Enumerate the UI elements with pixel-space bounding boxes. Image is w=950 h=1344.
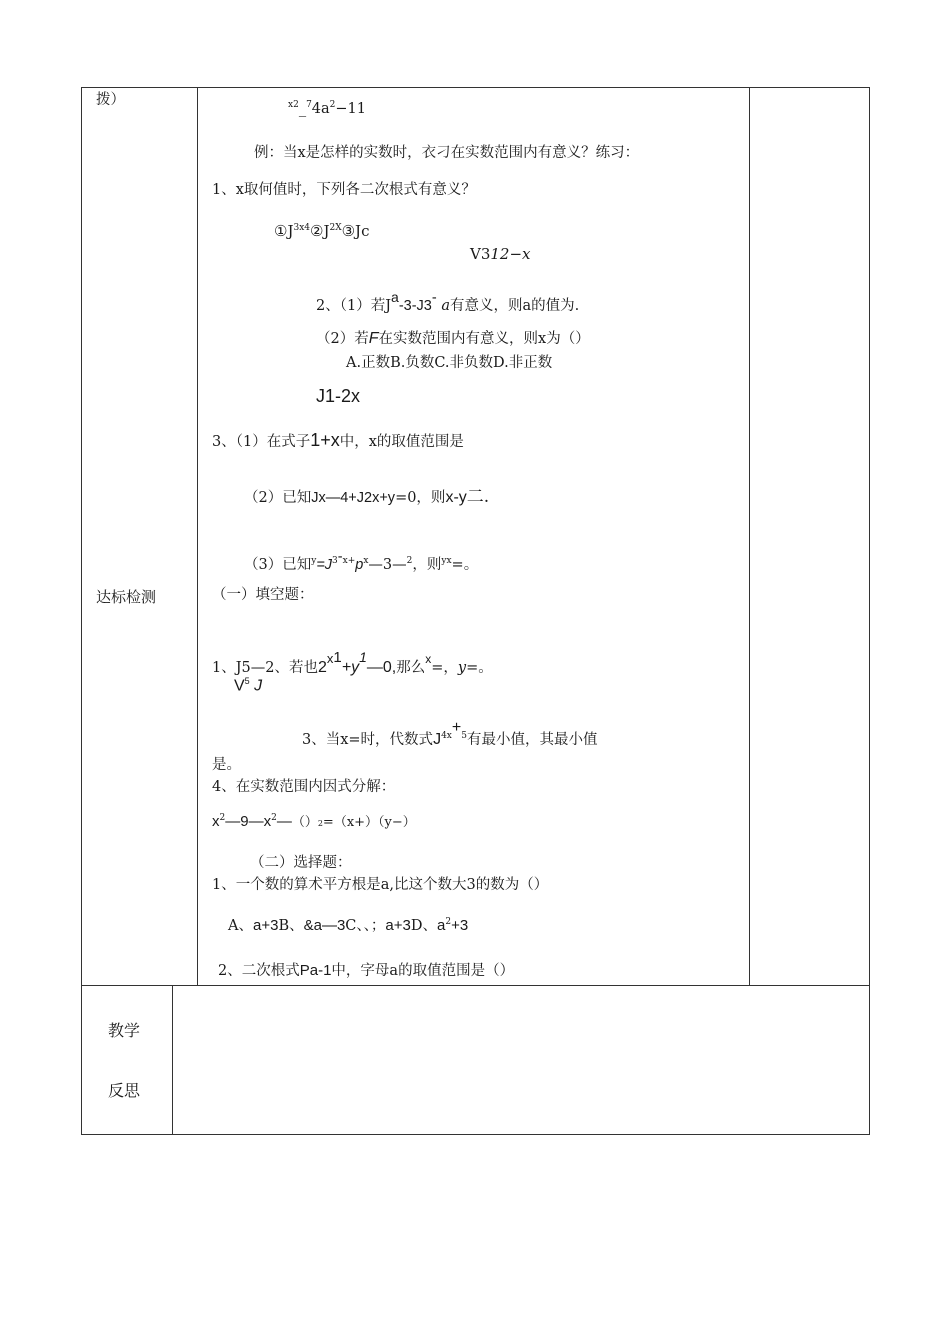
upper-col-divider-2 <box>749 87 750 985</box>
question-3-2 <box>244 489 489 506</box>
f4-expr-c: —9—x <box>225 813 272 830</box>
q3-1-c: 中，x的取值范围是 <box>339 434 464 450</box>
fill-4: 4、在实数范围内因式分解： <box>212 779 396 795</box>
fill-3-cont: 是。 <box>212 757 241 773</box>
q3-3-e: x+ <box>342 556 356 567</box>
q3-3-h: —3— <box>368 557 407 573</box>
c1-opt-j: +3 <box>451 917 469 934</box>
expr-prefix: x2 <box>288 100 299 110</box>
q1-opt-a-sup: 3x4 <box>293 223 310 233</box>
row-label-check: 达标检测 <box>96 588 157 606</box>
example-text: 例：当x是怎样的实数时，衣刁在实数范围内有意义？练习： <box>254 145 640 161</box>
q2-1-a: 2、（1）若J <box>316 298 392 314</box>
q3-2-f: 二. <box>466 487 490 507</box>
expr-line <box>288 101 366 116</box>
fill-4-expr <box>212 814 416 830</box>
f4-expr-f: （） <box>291 815 318 830</box>
q1-opt-b: ②J <box>310 222 330 240</box>
q1-opt-a: ①J <box>274 222 294 240</box>
q2-1-c: a <box>441 298 450 314</box>
choice-2 <box>218 963 514 979</box>
f1-k: y <box>457 660 467 676</box>
expr-body: 4a <box>311 100 330 117</box>
f1-c: x <box>326 651 334 666</box>
f4-expr-e: — <box>276 813 292 830</box>
q2-2-F: F <box>368 330 379 347</box>
row-label-top: 拨） <box>96 92 125 108</box>
q2-1-sup-dash: - <box>431 290 437 306</box>
q3-3-a: （3）已知 <box>244 557 312 573</box>
q3-1-a: 3、（1）在式子 <box>212 434 311 450</box>
f1-a: 1、J5—2、若也 <box>212 660 318 676</box>
f3-f: 有最小值，其最小值 <box>466 732 598 748</box>
f1-l: =。 <box>466 660 493 676</box>
f1-e: +y <box>341 659 360 676</box>
c2-b: Pa-1 <box>299 962 332 979</box>
table-border-bottom <box>81 1134 870 1135</box>
c1-opt-c: B、 <box>278 918 304 934</box>
f3-b: J <box>433 731 442 748</box>
table-border-top <box>81 87 870 88</box>
q2-1-d: 有意义，则a的值为. <box>449 298 580 314</box>
q3-2-a: （2）已知 <box>244 490 312 506</box>
q3-1-b: 1+x <box>310 430 340 450</box>
q3-3-c: =J <box>316 557 333 573</box>
upper-col-divider-1 <box>197 87 198 985</box>
f3-e: 5 <box>461 731 467 742</box>
c1-opt-b: a+3 <box>252 917 279 934</box>
f4-expr-d: 2 <box>271 813 277 824</box>
row-label-reflection-2: 反思 <box>108 1081 141 1100</box>
f1-J: J <box>254 677 263 695</box>
fill-1-v5 <box>234 677 262 694</box>
fill-1 <box>212 650 493 676</box>
f4-expr-g: 2 <box>317 819 323 828</box>
f1-v5-sup: 5 <box>244 676 250 686</box>
c2-a: 2、二次根式 <box>218 963 300 979</box>
f4-expr-h: =（x+）（y−） <box>322 815 416 830</box>
f1-i: x <box>425 652 432 666</box>
q3-3-dash: - <box>337 549 343 565</box>
c1-opt-e: C、、； <box>345 918 386 934</box>
q3-3-l: =。 <box>451 557 479 573</box>
q3-2-d: =0，则 <box>395 490 446 506</box>
q1-opt-b-sup: 2X <box>329 223 342 233</box>
q3-2-c: —4+J2x+y <box>325 490 396 506</box>
f1-d: 1 <box>333 649 342 666</box>
expr-tail: −11 <box>335 100 367 117</box>
f3-a: 3、当x=时，代数式 <box>302 732 434 748</box>
fill-3 <box>302 720 597 748</box>
f1-j: =， <box>431 660 458 676</box>
f1-h: 那么 <box>396 660 426 676</box>
question-2-2-options: A.正数B.负数C.非负数D.非正数 <box>346 355 553 371</box>
c1-opt-i: 2 <box>445 917 452 928</box>
question-3-1 <box>212 431 464 450</box>
c1-opt-h: a <box>437 917 446 934</box>
q2-1-sup-a: a <box>391 289 399 305</box>
q3-3-j: ，则 <box>412 557 442 573</box>
q2-1-b: -3-J3 <box>398 298 432 314</box>
table-border-left <box>81 87 82 1135</box>
question-1: 1、x取何值时，下列各二次根式有意义？ <box>212 182 476 198</box>
lower-col-divider <box>172 985 173 1135</box>
q3-3-d: 3 <box>332 556 338 567</box>
f1-f: 1 <box>359 649 367 665</box>
fill-blank-heading: （一）填空题： <box>212 587 314 603</box>
q1-v3: V3 <box>470 245 491 263</box>
row-label-reflection-1: 教学 <box>108 1021 141 1040</box>
row-divider <box>81 985 870 986</box>
question-1-v3 <box>470 247 531 262</box>
question-3-3 <box>244 550 478 573</box>
f1-b: 2 <box>318 659 327 676</box>
q3-3-k: yx <box>441 556 452 567</box>
q3-3-f: p <box>355 557 364 573</box>
c1-opt-a: A、 <box>228 918 253 934</box>
f4-expr-b: 2 <box>219 813 226 824</box>
question-1-options <box>274 224 369 239</box>
choice-heading: （二）选择题： <box>250 855 352 871</box>
c1-opt-g: D、 <box>410 918 437 934</box>
f3-d: + <box>451 719 462 736</box>
q1-v3-tail: 12−x <box>490 245 531 263</box>
expr-sup2: 2 <box>329 100 336 110</box>
f4-expr-a: x <box>212 813 220 830</box>
expr-sup7: 7 <box>306 100 312 110</box>
choice-1-options <box>228 918 468 934</box>
f3-c: 4x <box>441 731 452 742</box>
choice-1: 1、一个数的算术平方根是a,比这个数大3的数为（） <box>212 877 549 893</box>
c2-c: 中，字母a的取值范围是（） <box>331 963 515 979</box>
f1-g: —0, <box>366 659 397 676</box>
table-border-right <box>869 87 870 1135</box>
q2-2-a: （2）若 <box>316 331 369 347</box>
q3-3-b: y <box>311 556 317 567</box>
q3-3-g: x <box>363 556 369 567</box>
question-2-2 <box>316 331 590 347</box>
q2-2-b: 在实数范围内有意义，则x为（） <box>378 331 590 347</box>
j12x-label: J1-2x <box>316 386 361 406</box>
q3-3-i: 2 <box>406 556 413 567</box>
q1-opt-c: ③Jc <box>341 222 370 240</box>
q3-2-b: Jx <box>311 490 326 506</box>
expr-underscore: _ <box>298 100 307 117</box>
q3-2-e: x-y <box>445 489 467 506</box>
c1-opt-f: a+3 <box>385 917 411 934</box>
f1-v5: V <box>234 677 245 695</box>
c1-opt-d: &a—3 <box>303 917 346 934</box>
question-2-1 <box>316 290 579 314</box>
